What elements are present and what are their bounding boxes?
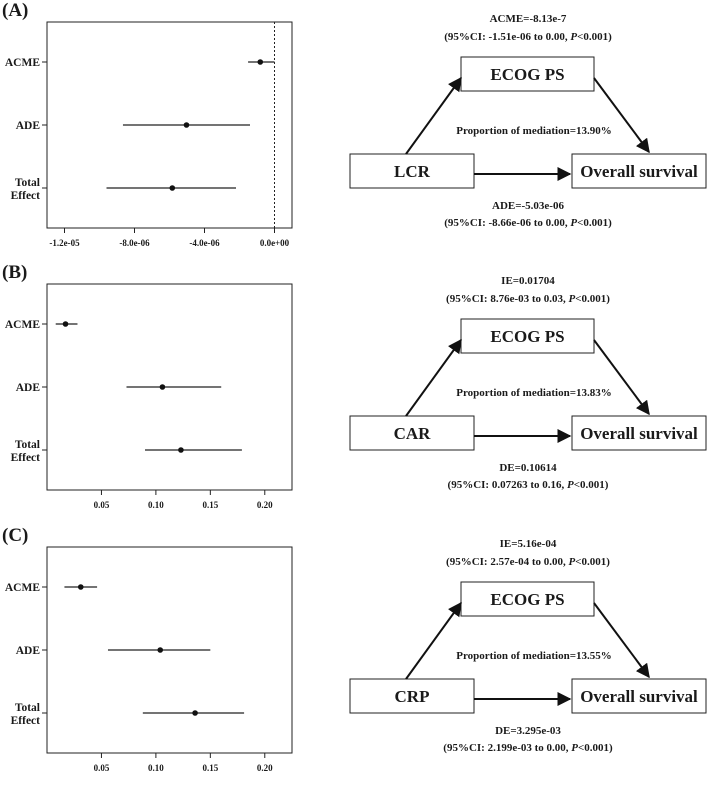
proportion-mediated-label: Proportion of mediation=13.90%: [456, 125, 612, 137]
y-tick-label-line: ACME: [4, 319, 40, 331]
x-tick-label: 0.10: [148, 500, 164, 510]
x-tick-label: 0.05: [93, 763, 110, 773]
exposure-box-label: CAR: [393, 424, 431, 443]
indirect-effect-p-symbol: P: [568, 293, 576, 305]
indirect-effect-label: IE=0.01704: [501, 275, 555, 287]
y-tick-label-line: Total: [14, 702, 40, 714]
y-tick-label: [16, 382, 41, 394]
arrow-exposure-to-mediator: [406, 340, 461, 416]
direct-effect-p-value: <0.001): [577, 217, 612, 229]
y-tick-label: [11, 177, 41, 202]
indirect-effect-ci: [446, 293, 610, 305]
mediation-diagram-c: [340, 525, 709, 785]
x-tick-label: 0.20: [256, 763, 273, 773]
exposure-box-label: LCR: [394, 162, 430, 181]
exposure-box-label: CRP: [394, 687, 430, 706]
y-tick-label-line: Total: [14, 177, 40, 189]
panel-c: [0, 525, 709, 785]
forest-plot-c: [0, 525, 310, 785]
y-tick-label-line: ADE: [15, 645, 40, 657]
y-tick-label: [5, 57, 40, 69]
direct-effect-p-symbol: P: [570, 217, 578, 229]
arrow-mediator-to-outcome: [594, 340, 649, 414]
y-tick-label: [5, 319, 40, 331]
indirect-effect-ci-text: (95%CI: 2.57e-04 to 0.00,: [446, 556, 569, 568]
y-tick-label-line: Total: [14, 439, 40, 451]
forest-plot-b: [0, 262, 310, 522]
indirect-effect-ci-text: (95%CI: 8.76e-03 to 0.03,: [446, 293, 569, 305]
proportion-mediated-label: Proportion of mediation=13.83%: [456, 387, 612, 399]
y-tick-label-line: ACME: [4, 582, 40, 594]
y-tick-label: [11, 702, 41, 727]
outcome-box-label: Overall survival: [580, 162, 698, 181]
direct-effect-p-symbol: P: [567, 479, 574, 491]
x-tick-label: 0.15: [202, 500, 219, 510]
arrow-exposure-to-mediator: [406, 78, 461, 154]
panel-a: [0, 0, 709, 260]
indirect-effect-label: IE=5.16e-04: [499, 538, 557, 550]
x-tick-label: 0.05: [93, 500, 110, 510]
mediation-diagram-b: [340, 262, 709, 522]
point-estimate: [184, 122, 190, 128]
direct-effect-ci-text: (95%CI: 0.07263 to 0.16,: [447, 479, 568, 491]
direct-effect-ci-text: (95%CI: -8.66e-06 to 0.00,: [444, 217, 571, 229]
y-tick-label-line: Effect: [10, 190, 40, 202]
x-tick-label: -4.0e-06: [189, 238, 220, 248]
x-tick-label: 0.20: [256, 500, 273, 510]
outcome-box-label: Overall survival: [580, 424, 698, 443]
direct-effect-ci: [444, 217, 612, 229]
x-tick-label: -8.0e-06: [119, 238, 150, 248]
panel-label-a: (A): [2, 0, 29, 21]
direct-effect-label: ADE=-5.03e-06: [492, 200, 564, 212]
point-estimate: [160, 384, 166, 390]
point-estimate: [178, 447, 184, 453]
y-tick-label-line: Effect: [10, 715, 40, 727]
y-tick-label: [16, 645, 41, 657]
direct-effect-ci: [443, 742, 613, 754]
panel-label-b: (B): [2, 262, 28, 283]
arrow-mediator-to-outcome: [594, 78, 649, 152]
direct-effect-ci: [448, 479, 609, 491]
direct-effect-label: DE=0.10614: [499, 462, 557, 474]
point-estimate: [170, 185, 176, 191]
indirect-effect-p-symbol: P: [570, 31, 578, 43]
point-estimate: [63, 321, 69, 327]
indirect-effect-p-value: <0.001): [575, 293, 610, 305]
indirect-effect-ci: [446, 556, 610, 568]
panel-b: [0, 262, 709, 522]
direct-effect-label: DE=3.295e-03: [495, 725, 561, 737]
point-estimate: [157, 647, 163, 653]
proportion-mediated-label: Proportion of mediation=13.55%: [456, 650, 612, 662]
point-estimate: [78, 584, 84, 590]
direct-effect-p-symbol: P: [571, 742, 579, 754]
x-tick-label: 0.0e+00: [259, 238, 290, 248]
indirect-effect-p-symbol: P: [568, 556, 576, 568]
y-tick-label: [5, 582, 40, 594]
y-tick-label-line: ADE: [15, 120, 40, 132]
mediator-box-label: ECOG PS: [490, 65, 565, 84]
mediator-box-label: ECOG PS: [490, 590, 565, 609]
indirect-effect-ci: [444, 31, 612, 43]
indirect-effect-label: ACME=-8.13e-7: [489, 13, 567, 25]
panel-label-c: (C): [2, 525, 29, 546]
y-tick-label: [11, 439, 41, 464]
arrow-exposure-to-mediator: [406, 603, 461, 679]
y-tick-label-line: ADE: [15, 382, 40, 394]
direct-effect-p-value: <0.001): [573, 479, 609, 491]
y-tick-label-line: ACME: [4, 57, 40, 69]
indirect-effect-p-value: <0.001): [577, 31, 612, 43]
direct-effect-p-value: <0.001): [578, 742, 613, 754]
mediation-diagram-a: [340, 0, 709, 260]
y-tick-label-line: Effect: [10, 452, 40, 464]
forest-plot-a: [0, 0, 310, 260]
point-estimate: [192, 710, 198, 716]
mediator-box-label: ECOG PS: [490, 327, 565, 346]
point-estimate: [257, 59, 263, 65]
y-tick-label: [16, 120, 41, 132]
arrow-mediator-to-outcome: [594, 603, 649, 677]
outcome-box-label: Overall survival: [580, 687, 698, 706]
x-tick-label: 0.10: [148, 763, 164, 773]
x-tick-label: -1.2e-05: [49, 238, 80, 248]
indirect-effect-p-value: <0.001): [575, 556, 610, 568]
x-tick-label: 0.15: [202, 763, 219, 773]
indirect-effect-ci-text: (95%CI: -1.51e-06 to 0.00,: [444, 31, 571, 43]
direct-effect-ci-text: (95%CI: 2.199e-03 to 0.00,: [443, 742, 572, 754]
